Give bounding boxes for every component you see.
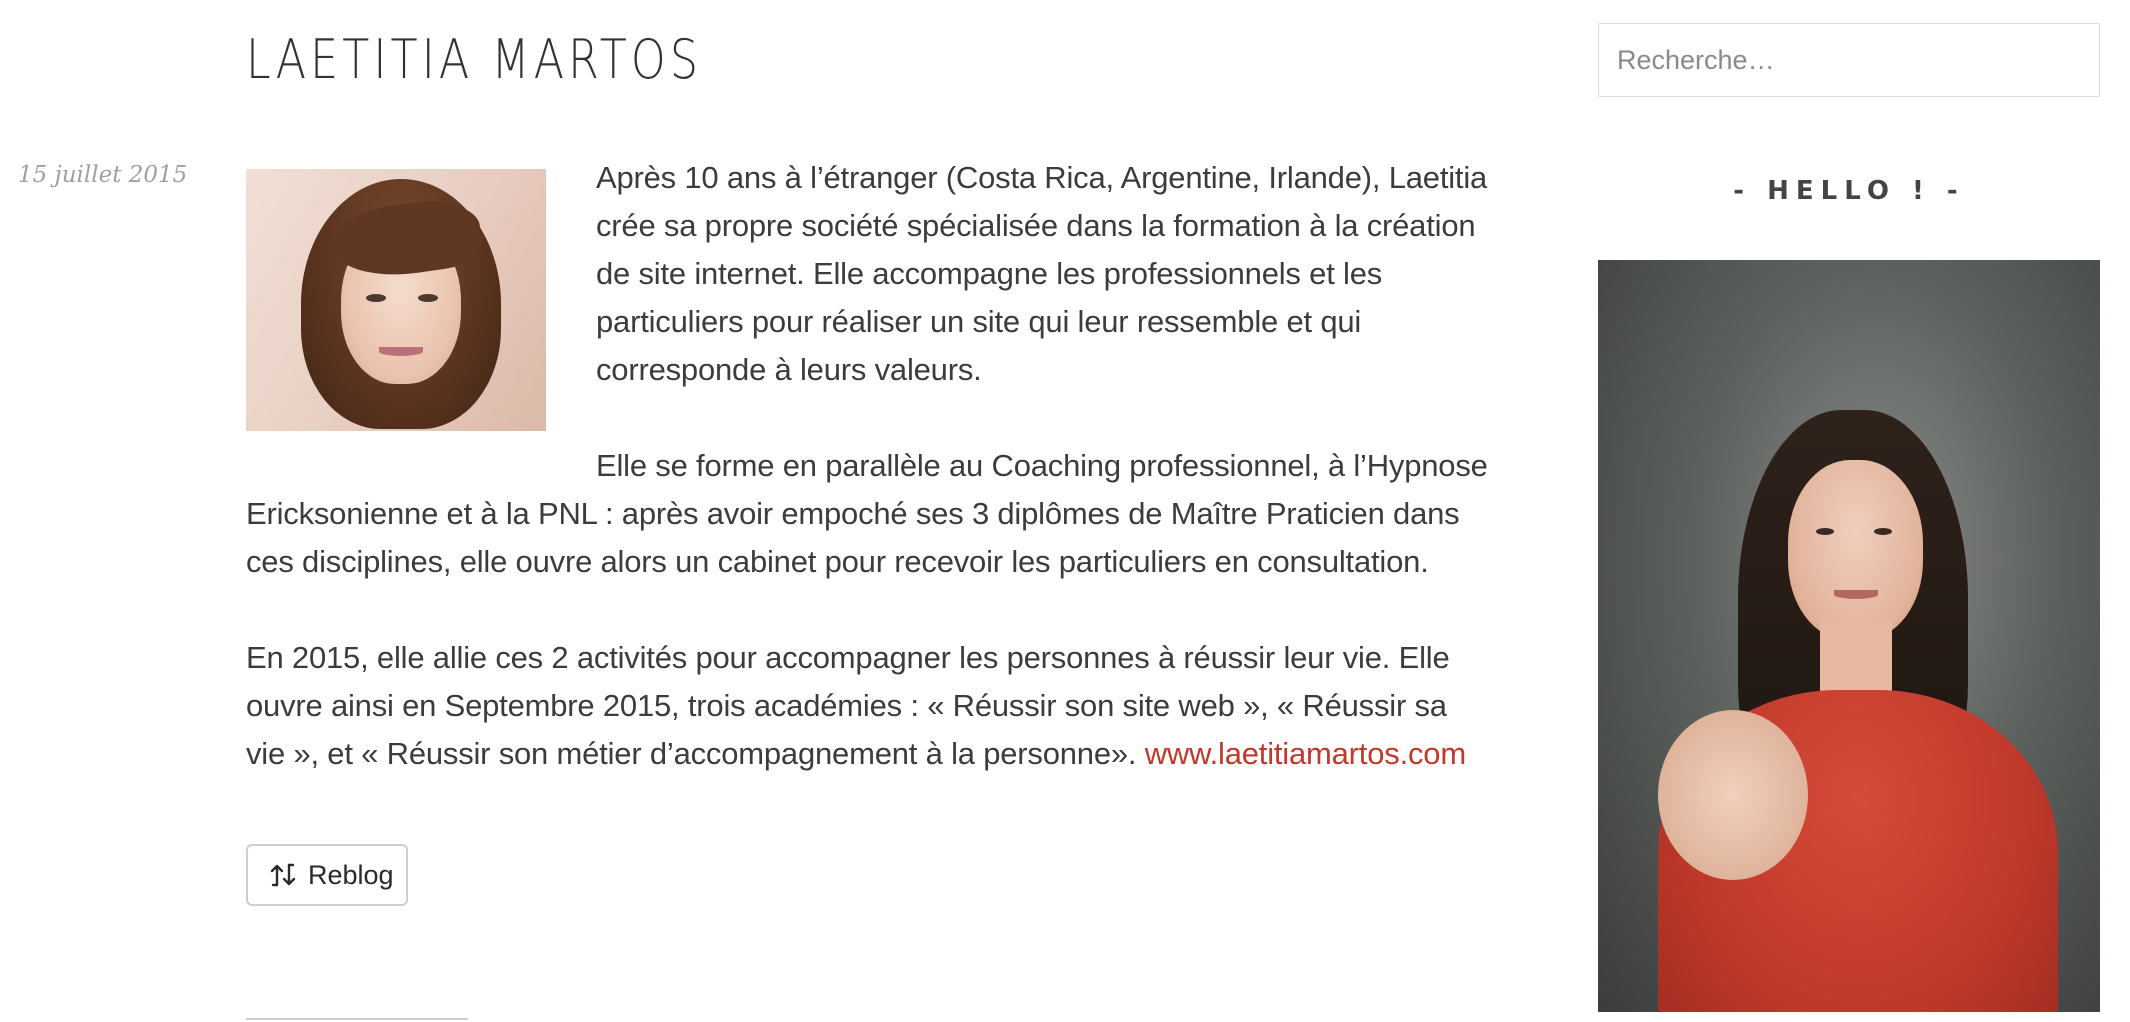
reblog-icon: [268, 860, 298, 890]
post-paragraph-2: Elle se forme en parallèle au Coaching professionnel, à l’Hypnose Ericksonienne et à la PNL : après avoir empoché ses 3 diplômes de Maître Praticien dans ces disciplines, elle ouvre alors un cabinet pour recevoir les particuliers en consultation.: [246, 448, 1488, 579]
post-paragraph-3: [246, 634, 1494, 778]
post-content: [246, 154, 1494, 826]
website-link[interactable]: www.laetitiamartos.com: [1144, 736, 1466, 771]
sidebar-widget-title: - HELLO ! -: [1733, 176, 1965, 206]
author-portrait-image: [246, 169, 546, 431]
post-title: LAETITIA MARTOS: [246, 28, 703, 91]
post-divider: [246, 1018, 468, 1020]
reblog-label: Reblog: [308, 859, 394, 890]
post-paragraph-1: Après 10 ans à l’étranger (Costa Rica, Argentine, Irlande), Laetitia crée sa propre société spécialisée dans la formation à la création de site internet. Elle accompagne les professionnels et les particuliers pour réaliser un site qui leur ressemble et qui corresponde à leurs valeurs.: [596, 160, 1488, 387]
post-paragraph-3-text: En 2015, elle allie ces 2 activités pour accompagner les personnes à réussir leur vie. Elle ouvre ainsi en Septembre 2015, trois académies : « Réussir son site web », « Réussir sa vie », et « Réussir son métier d’accompagnement à la personne».: [246, 640, 1450, 771]
post-date: 15 juillet 2015: [18, 162, 188, 188]
reblog-button[interactable]: [246, 844, 408, 906]
search-input[interactable]: [1598, 23, 2100, 97]
sidebar-portrait-image: [1598, 260, 2100, 1012]
